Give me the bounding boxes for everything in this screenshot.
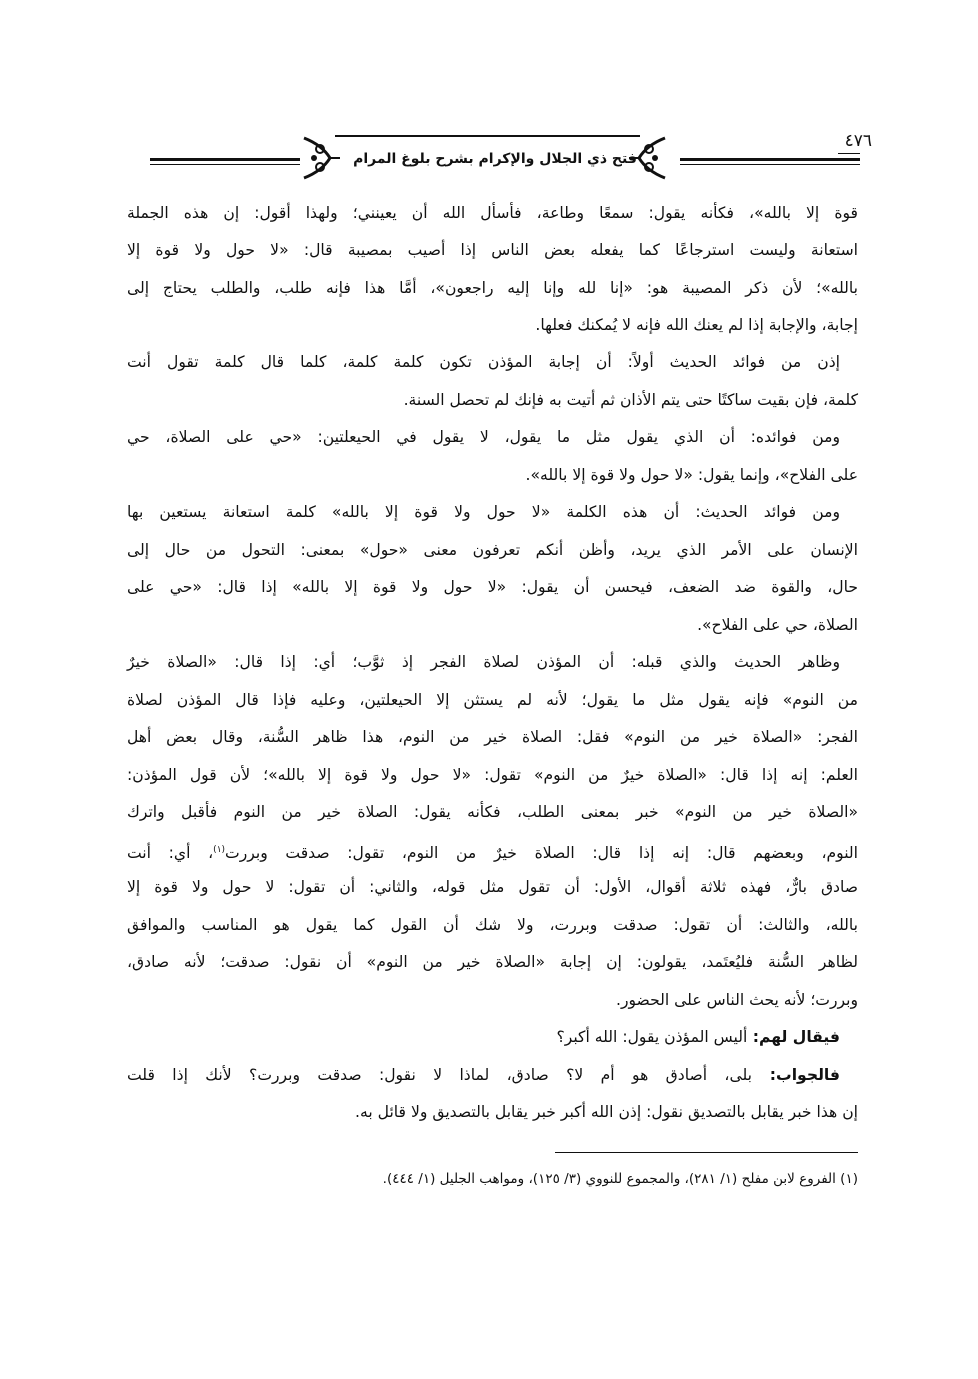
footnote: (١) الفروع لابن مفلح (١/ ٢٨١)، والمجموع للنووي (٣/ ١٢٥)، ومواهب الجليل (١/ ٤٤٤). xyxy=(382,1171,858,1187)
header-rule-right xyxy=(680,158,860,161)
text-line: ومن فوائد الحديث: أن هذه الكلمة «لا حول ولا قوة إلا بالله» كلمة استعانة يستعين بها xyxy=(127,503,840,521)
text-segment: بلى، أصادق هو أم لا؟ صادق، لماذا لا نقول: صدقت وبررت؟ لأنك إذا قلت xyxy=(127,1066,752,1084)
question-lead: فيقال لهم: xyxy=(747,1028,840,1046)
running-title: فتح ذي الجلال والإكرام بشرح بلوغ المرام xyxy=(353,151,637,167)
text-line: بالله، والثالث: أن تقول: صدقت وبررت، ولا شك أن القول كما يقول هو المناسب والموافق xyxy=(127,916,858,934)
text-line: الصلاة، حي على الفلاح». xyxy=(697,616,858,634)
header-rule-top xyxy=(335,135,640,137)
text-line: إن هذا خبر يقابل بالتصديق نقول: إذن الله أكبر خبر يقابل بالتصديق ولا قائل به. xyxy=(355,1103,858,1121)
text-line xyxy=(127,835,858,868)
text-segment: النوم، وبعضهم قال: إنه إذا قال: الصلاة خيرٌ من النوم، تقول: صدقت وبررت xyxy=(225,844,858,863)
text-line: على الفلاح»، وإنما يقول: «لا حول ولا قوة إلا بالله». xyxy=(525,466,858,484)
text-segment: أليس المؤذن يقول: الله أكبر؟ xyxy=(556,1028,748,1046)
text-line: صادق بارٌّ، فهذه ثلاثة أقوال، الأول: أن تقول مثل قوله، والثاني: أن تقول: لا حول ولا قوة إلا xyxy=(127,878,858,896)
text-segment: ، أي: أنت xyxy=(127,844,214,863)
ornament-left-icon xyxy=(300,135,344,181)
text-line: استعانة وليست استرجاعًا كما يفعله بعض الناس إذا أصيب بمصيبة قال: «لا حول ولا قوة إلا xyxy=(127,241,858,259)
header-rule-right-thin xyxy=(680,164,860,165)
footnote-divider xyxy=(555,1152,858,1153)
text-line: إذن من فوائد الحديث أولاً: أن إجابة المؤذن تكون كلمة كلمة، كلما قال كلمة تقول أنت xyxy=(127,353,840,371)
page-number: ٤٧٦ xyxy=(844,131,872,151)
text-line: الإنسان على الأمر الذي يريد، وأظن أنكم تعرفون معنى «حول» بمعنى: التحول من حال إلى xyxy=(127,541,858,559)
text-line xyxy=(127,1060,858,1090)
text-line: لظاهر السُّنة فليُعتَمد، يقولون: إن إجابة «الصلاة خير من النوم» أن نقول: صدقت؛ لأنه صادق، xyxy=(127,953,858,971)
answer-lead: فالجواب: xyxy=(751,1066,840,1084)
text-line: الفجر: «الصلاة خير من النوم» فقل: الصلاة خير من النوم، هذا ظاهر السُّنة، وقال بعض أهل xyxy=(127,728,858,746)
text-line: وبررت؛ لأنه يحث الناس على الحضور. xyxy=(616,991,858,1009)
text-line: العلم: إنه إذا قال: «الصلاة خيرٌ من النوم» تقول: «لا حول ولا قوة إلا بالله»؛ لأن قول المؤذن: xyxy=(127,766,858,784)
text-line: من النوم» فإنه يقول مثل ما يقول؛ لأنه لم يستثن إلا الحيعلتين، وعليه فإذا قال المؤذن لصلاة xyxy=(127,691,858,709)
text-line: حال، والقوة ضد الضعف، فيحسن أن يقول: «لا حول ولا قوة إلا بالله» إذا قال: «حي على xyxy=(127,578,858,596)
page-number-underline xyxy=(838,153,860,154)
header-rule-left xyxy=(150,158,300,161)
text-line: كلمة، فإن بقيت ساكتًا حتى يتم الأذان ثم أتيت به فإنك لم تحصل السنة. xyxy=(403,391,858,409)
header-rule-left-thin xyxy=(150,164,300,165)
text-line: قوة إلا بالله»، فكأنه يقول: سمعًا وطاعة، فأسأل الله أن يعينني؛ ولهذا أقول: إن هذه الجملة xyxy=(127,204,858,222)
footnote-ref[interactable]: (١) xyxy=(213,845,226,855)
text-line: بالله»؛ لأن ذكر المصيبة هو: «إنا لله وإنا إليه راجعون»، أمَّا هذا فإنه طلب، والطلب يحتاج إلى xyxy=(127,279,858,297)
text-line: ومن فوائده: أن الذي يقول مثل ما يقول، لا يقول في الحيعلتين: «حي على الصلاة، حي xyxy=(127,428,840,446)
text-line xyxy=(127,1022,858,1052)
text-line: «الصلاة خير من النوم» خبر بمعنى الطلب، فكأنه يقول: الصلاة خير من النوم فأقبل واترك xyxy=(127,803,858,821)
text-line: إجابة، والإجابة إذا لم يعنك الله فإنه لا يُمكنك فعلها. xyxy=(535,316,858,334)
text-line: وظاهر الحديث والذي قبله: أن المؤذن لصلاة الفجر إذ ثوَّب؛ أي: إذا قال: «الصلاة خيرٌ xyxy=(127,653,840,671)
